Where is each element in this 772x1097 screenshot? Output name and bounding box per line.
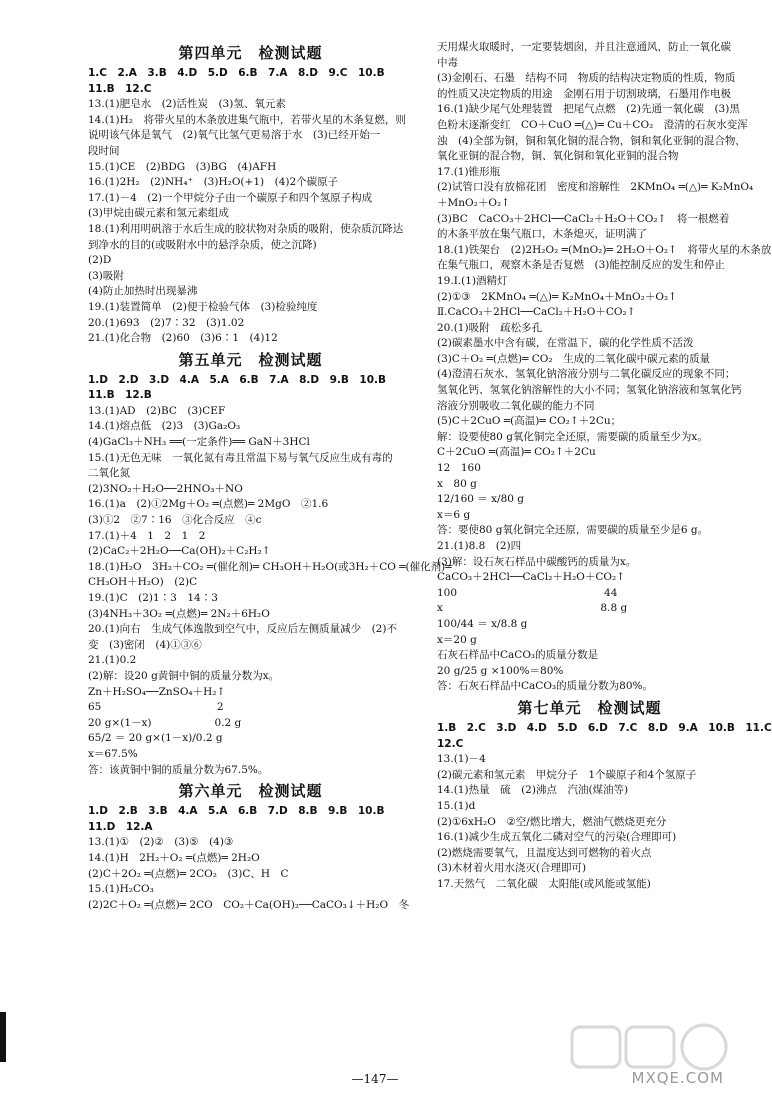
answer-line: 的木条平放在集气瓶口，木条熄灭，证明满了 bbox=[437, 228, 647, 241]
answer-line: 13.(1)－4 bbox=[437, 753, 486, 766]
answer-line: 20 g×(1－x) 0.2 g bbox=[88, 716, 242, 729]
answer-line: 1.C 2.A 3.B 4.D 5.D 6.B 7.A 8.D 9.C 10.B bbox=[88, 67, 385, 79]
answer-line: (3)解：设石灰石样品中碳酸钙的质量为x。 bbox=[437, 555, 637, 568]
answer-line: x 8.8 g bbox=[437, 602, 628, 615]
answer-line: 19.(1)C (2)1∶3 14∶3 bbox=[88, 592, 218, 604]
answer-line: 氧化亚铜的混合物，铜、氧化铜和氧化亚铜的混合物 bbox=[437, 150, 679, 163]
answer-line: 20.(1)吸附 疏松多孔 bbox=[437, 321, 543, 334]
answer-line: 答：该黄铜中铜的质量分数为67.5%。 bbox=[88, 763, 269, 776]
answer-line: (2)CaC₂＋2H₂O──Ca(OH)₂＋C₂H₂↑ bbox=[88, 545, 271, 558]
watermark-text: MXQE.COM bbox=[631, 1069, 724, 1087]
section-heading: 第四单元 检测试题 bbox=[178, 44, 323, 62]
answer-line: 20 g/25 g ×100%＝80% bbox=[437, 664, 564, 677]
answer-line: 氢氧化钙、氢氧化钠溶解性的大小不同；氢氧化钠溶液和氢氧化钙 bbox=[437, 384, 742, 397]
section-heading: 第五单元 检测试题 bbox=[178, 350, 323, 369]
answer-line: 段时间 bbox=[88, 144, 120, 157]
answer-line: (3)吸附 bbox=[88, 269, 124, 282]
answer-line: x＝20 g bbox=[437, 633, 477, 646]
answer-line: (2)燃烧需要氧气，且温度达到可燃物的着火点 bbox=[437, 846, 652, 859]
answer-line: 11.D 12.A bbox=[88, 820, 153, 833]
answer-line: 16.(1)2H₂ (2)NH₄⁺ (3)H₂O(+1) (4)2个碳原子 bbox=[88, 176, 339, 189]
answer-line: (2)试管口没有放棉花团 密度和溶解性 2KMnO₄ ═(△)═ K₂MnO₄ bbox=[437, 181, 754, 194]
answer-line: 1.B 2.C 3.D 4.D 5.D 6.D 7.C 8.D 9.A 10.B 11.C bbox=[437, 721, 772, 734]
answer-line: 变 (3)密闭 (4)①③⑥ bbox=[88, 638, 202, 651]
answer-line: 21.(1)0.2 bbox=[88, 654, 137, 667]
answer-line: 15.(1)无色无味 一氧化氮有毒且常温下易与氧气反应生成有毒的 bbox=[88, 451, 393, 464]
answer-line: (3)C＋O₂ ═(点燃)═ CO₂ 生成的二氧化碳中碳元素的质量 bbox=[437, 352, 711, 365]
answer-line: (2)①6xH₂O ②空/燃比增大，燃油气燃烧更充分 bbox=[437, 815, 667, 828]
answer-line: 18.(1)H₂O 3H₂＋CO₂ ═(催化剂)═ CH₃OH＋H₂O(或3H₂＋CO ═(催化剂)═ bbox=[88, 560, 452, 573]
answer-line: 的性质又决定物质的用途 金刚石用于切割玻璃，石墨用作电极 bbox=[437, 87, 731, 100]
answer-line: ＋MnO₂＋O₂↑ bbox=[437, 196, 510, 209]
answer-line: 17.(1)锥形瓶 bbox=[437, 165, 501, 178]
section-heading: 第六单元 检测试题 bbox=[178, 782, 323, 801]
answer-line: 11.B 12.B bbox=[88, 389, 152, 402]
answer-line: (3)甲烷由碳元素和氢元素组成 bbox=[88, 207, 229, 220]
answer-line: 19.(1)装置简单 (2)便于检验气体 (3)检验纯度 bbox=[88, 300, 318, 313]
binding-mark bbox=[0, 1012, 6, 1062]
answer-line: 二氧化氮 bbox=[88, 467, 130, 480]
answer-line: 15.(1)H₂CO₃ bbox=[88, 883, 154, 896]
answer-line: (2)解：设20 g黄铜中铜的质量分数为x。 bbox=[88, 669, 280, 682]
answer-line: 12 160 bbox=[437, 462, 481, 475]
answer-line: 11.B 12.C bbox=[88, 82, 152, 95]
answer-line: 天用煤火取暖时，一定要装烟囱，并且注意通风，防止一氧化碳 bbox=[437, 41, 731, 53]
answer-line: Ⅱ.CaCO₃＋2HCl──CaCl₂＋H₂O＋CO₂↑ bbox=[437, 306, 636, 319]
answer-line: 15.(1)CE (2)BDG (3)BG (4)AFH bbox=[88, 160, 277, 173]
answer-line: 1.D 2.B 3.B 4.A 5.A 6.B 7.D 8.B 9.B 10.B bbox=[88, 805, 385, 818]
answer-line: (3)金刚石、石墨 结构不同 物质的结构决定物质的性质，物质 bbox=[437, 72, 736, 85]
answer-line: (2)碳素墨水中含有碳，在常温下，碳的化学性质不活泼 bbox=[437, 337, 694, 350]
answer-line: 20.(1)693 (2)7∶32 (3)1.02 bbox=[88, 316, 245, 329]
answer-line: 14.(1)H₂ 将带火星的木条放进集气瓶中，若带火星的木条复燃，则 bbox=[88, 113, 406, 126]
answer-line: (3)①2 ②7∶16 ③化合反应 ④c bbox=[88, 514, 262, 527]
answer-line: CaCO₃＋2HCl──CaCl₂＋H₂O＋CO₂↑ bbox=[437, 571, 626, 584]
answer-line: (4)GaCl₃＋NH₃ ══(一定条件)══ GaN＋3HCl bbox=[88, 436, 310, 449]
answer-line: (4)防止加热时出现暴沸 bbox=[88, 285, 198, 298]
answer-line: 15.(1)d bbox=[437, 799, 476, 812]
answer-line: (2)2C＋O₂ ═(点燃)═ 2CO CO₂＋Ca(OH)₂──CaCO₃↓＋H₂O 冬 bbox=[88, 898, 410, 911]
answer-line: 13.(1)① (2)② (3)⑤ (4)③ bbox=[88, 836, 234, 849]
answer-line: 色粉末逐渐变红 CO＋CuO ═(△)═ Cu＋CO₂ 澄清的石灰水变浑 bbox=[437, 118, 748, 131]
page-number: —147— bbox=[351, 1072, 399, 1086]
answer-line: 18.(1)铁架台 (2)2H₂O₂ ═(MnO₂)═ 2H₂O＋O₂↑ 将带火星的木条放 bbox=[437, 243, 772, 256]
answer-line: 17.天然气 二氧化碳 太阳能(或风能或氢能) bbox=[437, 877, 651, 890]
answer-line: (3)BC CaCO₃＋2HCl──CaCl₂＋H₂O＋CO₂↑ 将一根燃着 bbox=[437, 212, 730, 225]
answer-line: 浊 (4)全部为铜，铜和氧化铜的混合物，铜和氧化亚铜的混合物， bbox=[437, 134, 746, 147]
answer-line: 12/160 ＝ x/80 g bbox=[437, 493, 524, 506]
answer-line: 中毒 bbox=[437, 56, 458, 69]
answer-line: 答：要使80 g氧化铜完全还原，需要碳的质量至少是6 g。 bbox=[437, 524, 709, 537]
answer-line: 17.(1)＋4 1 2 1 2 bbox=[88, 529, 206, 542]
answer-line: 1.D 2.D 3.D 4.A 5.A 6.B 7.A 8.D 9.B 10.B bbox=[88, 373, 387, 386]
answer-line: 20.(1)向右 生成气体逸散到空气中，反应后左侧质量减少 (2)不 bbox=[88, 623, 397, 636]
answer-line: Zn＋H₂SO₄──ZnSO₄＋H₂↑ bbox=[88, 685, 226, 698]
answer-line: 21.(1)化合物 (2)60 (3)6∶1 (4)12 bbox=[88, 332, 278, 345]
answer-line: 14.(1)H 2H₂＋O₂ ═(点燃)═ 2H₂O bbox=[88, 851, 260, 864]
answer-line: 石灰石样品中CaCO₃的质量分数是 bbox=[437, 649, 599, 662]
answer-line: 14.(1)熔点低 (2)3 (3)Ga₂O₃ bbox=[88, 420, 241, 433]
answer-line: (5)C＋2CuO ═(高温)═ CO₂↑＋2Cu； bbox=[437, 415, 622, 428]
answer-line: (2)D bbox=[88, 254, 112, 267]
answer-line: (2)①③ 2KMnO₄ ═(△)═ K₂MnO₄＋MnO₂＋O₂↑ bbox=[437, 290, 677, 303]
section-heading: 第七单元 检测试题 bbox=[517, 698, 662, 717]
answer-line: 65/2 ＝ 20 g×(1－x)/0.2 g bbox=[88, 732, 223, 745]
answer-line: 19.Ⅰ.(1)酒精灯 bbox=[437, 274, 508, 287]
answer-line: (3)木材着火用水浇灭(合理即可) bbox=[437, 862, 587, 875]
answer-line: 溶液分别吸收二氧化碳的能力不同 bbox=[437, 399, 595, 412]
answer-line: (2)3NO₂＋H₂O──2HNO₃＋NO bbox=[88, 482, 243, 495]
answer-line: (3)4NH₃＋3O₂ ═(点燃)═ 2N₂＋6H₂O bbox=[88, 607, 270, 620]
answer-line: x 80 g bbox=[437, 477, 477, 490]
answer-line: 解：设要使80 g氧化铜完全还原，需要碳的质量至少为x。 bbox=[437, 430, 708, 443]
answer-line: 到净水的目的(或吸附水中的悬浮杂质，使之沉降) bbox=[88, 238, 317, 251]
answer-line: 说明该气体是氧气 (2)氧气比氢气更易溶于水 (3)已经开始一 bbox=[88, 129, 381, 142]
answer-line: x＝67.5% bbox=[88, 747, 138, 760]
answer-line: 18.(1)利用明矾溶于水后生成的胶状物对杂质的吸附，使杂质沉降达 bbox=[88, 222, 404, 235]
answer-line: 65 2 bbox=[88, 701, 224, 714]
answer-line: 14.(1)热量 硫 (2)沸点 汽油(煤油等) bbox=[437, 784, 629, 797]
answer-line: 答：石灰石样品中CaCO₃的质量分数为80%。 bbox=[437, 680, 653, 693]
answer-line: 16.(1)缺少尾气处理装置 把尾气点燃 (2)先通一氧化碳 (3)黑 bbox=[437, 103, 740, 116]
answer-line: 16.(1)a (2)①2Mg＋O₂ ═(点燃)═ 2MgO ②1.6 bbox=[88, 498, 329, 511]
answer-line: 在集气瓶口，观察木条是否复燃 (3)能控制反应的发生和停止 bbox=[437, 259, 725, 272]
answer-line: 16.(1)减少生成五氧化二磷对空气的污染(合理即可) bbox=[437, 831, 677, 844]
answer-line: (2)碳元素和氢元素 甲烷分子 1个碳原子和4个氢原子 bbox=[437, 768, 697, 781]
answer-line: 12.C bbox=[437, 737, 464, 750]
answer-line: 100 44 bbox=[437, 586, 618, 599]
answer-line: (2)C＋2O₂ ═(点燃)═ 2CO₂ (3)C、H C bbox=[88, 867, 289, 880]
answer-line: 13.(1)肥皂水 (2)活性炭 (3)氢、氧元素 bbox=[88, 98, 286, 111]
answer-line: 21.(1)8.8 (2)四 bbox=[437, 540, 522, 552]
answer-line: (4)澄清石灰水、氢氧化钠溶液分别与二氧化碳反应的现象不同； bbox=[437, 368, 736, 381]
answer-line: C＋2CuO ═(高温)═ CO₂↑＋2Cu bbox=[437, 446, 596, 459]
answer-line: 13.(1)AD (2)BC (3)CEF bbox=[88, 404, 226, 417]
answer-line: x＝6 g bbox=[437, 508, 471, 521]
answer-line: 100/44 ＝ x/8.8 g bbox=[437, 617, 528, 630]
right-column bbox=[437, 40, 772, 892]
answer-line: 17.(1)－4 (2)一个甲烷分子由一个碳原子和四个氢原子构成 bbox=[88, 191, 373, 204]
answer-line: CH₃OH＋H₂O) (2)C bbox=[88, 576, 198, 589]
